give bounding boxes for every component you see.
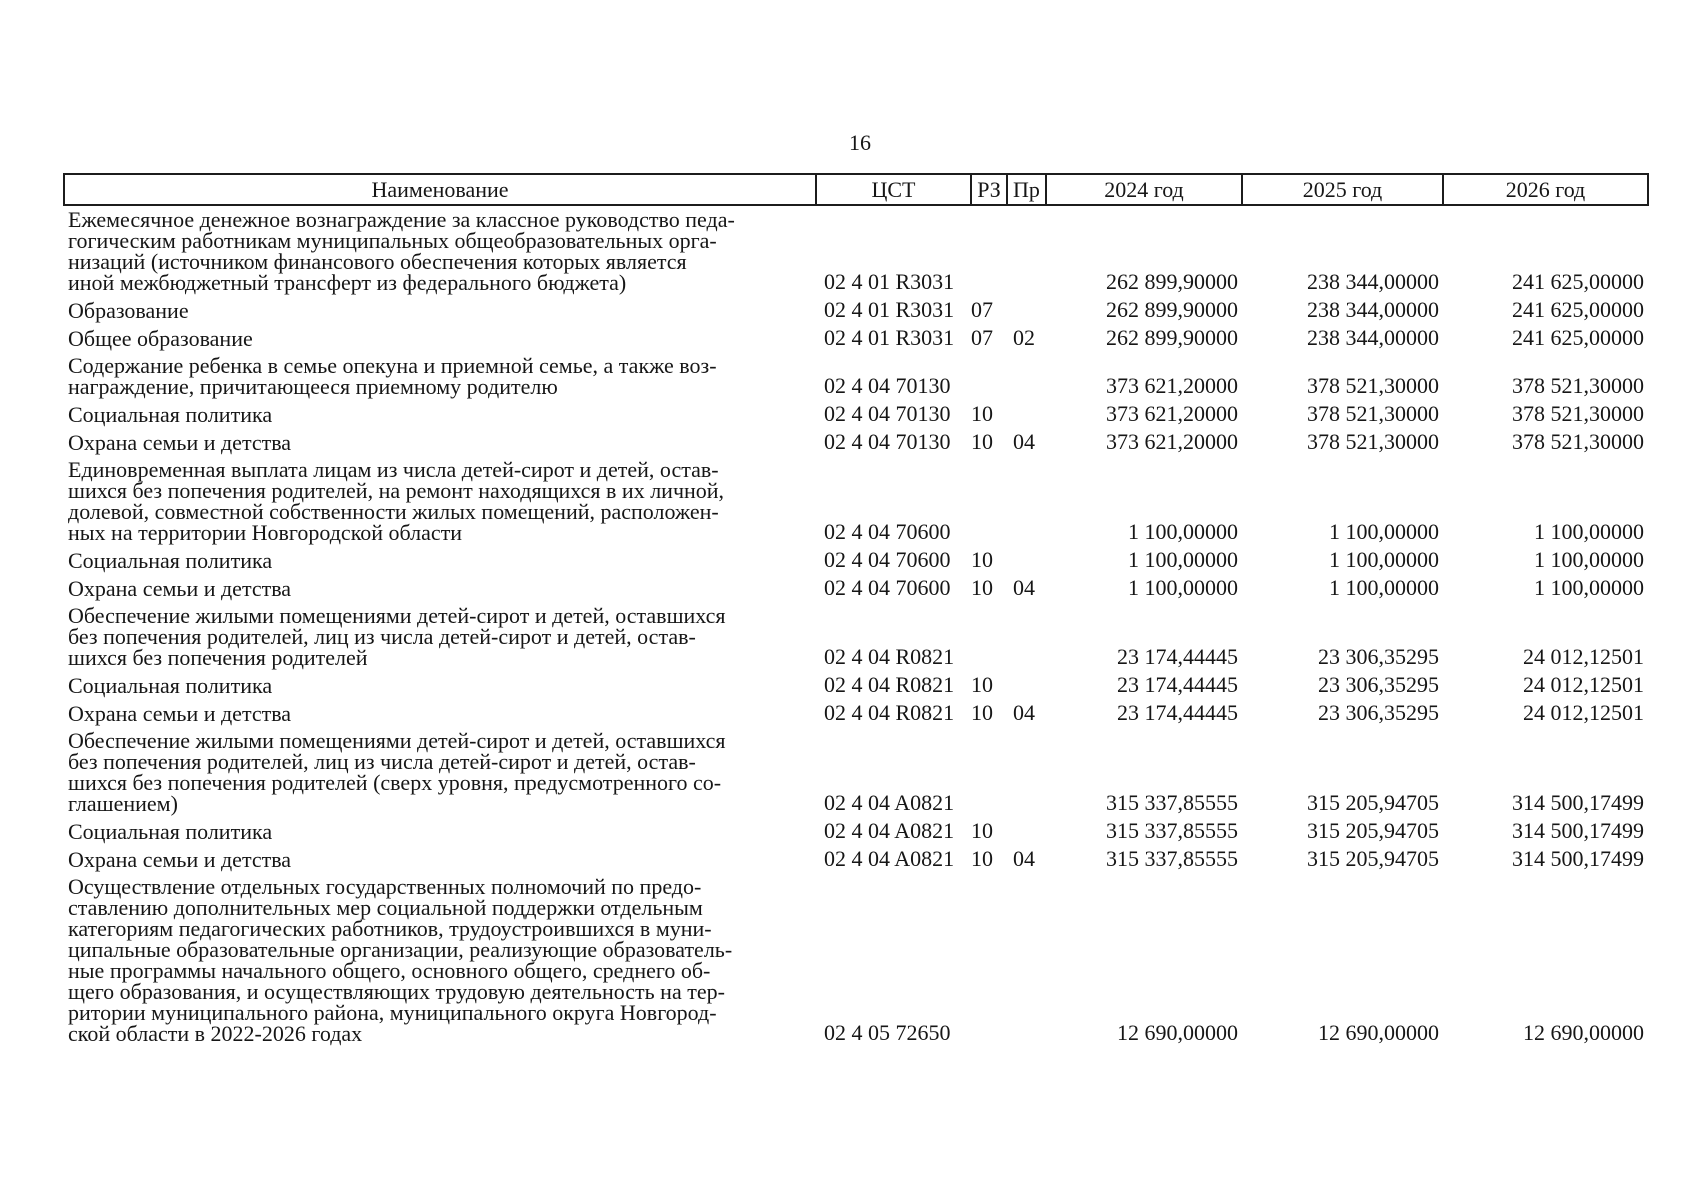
row-name (64, 699, 816, 727)
row-cst: 02 4 04 R0821 (824, 644, 955, 669)
row-cst: 02 4 04 70600 (824, 519, 951, 544)
row-name-line: без попечения родителей, лиц из числа детей-сирот и детей, остав- (68, 749, 696, 774)
row-2025: 238 344,00000 (1307, 297, 1439, 322)
row-cst: 02 4 01 R3031 (824, 325, 955, 350)
row-2025: 23 306,35295 (1318, 672, 1439, 697)
row-name-line: долевой, совместной собственности жилых помещений, расположен- (68, 499, 719, 524)
row-name-line: Единовременная выплата лицам из числа детей-сирот и детей, остав- (68, 457, 719, 482)
table-row (64, 845, 1648, 873)
budget-sheet (63, 173, 1647, 1047)
row-2024: 23 174,44445 (1117, 644, 1238, 669)
row-cst: 02 4 04 70600 (824, 547, 951, 572)
row-name (64, 324, 816, 352)
table-row (64, 546, 1648, 574)
table-row (64, 873, 1648, 1047)
row-rz: 10 (971, 846, 993, 871)
row-2025: 378 521,30000 (1307, 429, 1439, 454)
row-name-line: Обеспечение жилыми помещениями детей-сирот и детей, оставшихся (68, 728, 726, 753)
row-pr: 04 (1013, 429, 1035, 454)
row-name-line: Охрана семьи и детства (68, 430, 292, 455)
row-2024: 262 899,90000 (1106, 269, 1238, 294)
row-2024: 23 174,44445 (1117, 700, 1238, 725)
table-row (64, 352, 1648, 400)
row-2026: 378 521,30000 (1512, 401, 1644, 426)
row-name (64, 352, 816, 400)
table-row (64, 324, 1648, 352)
row-name-line: Социальная политика (68, 402, 273, 427)
row-name (64, 546, 816, 574)
row-name-line: ской области в 2022-2026 годах (68, 1021, 363, 1046)
row-name-line: ных на территории Новгородской области (68, 520, 463, 545)
row-rz: 10 (971, 429, 993, 454)
row-2025: 315 205,94705 (1307, 818, 1439, 843)
row-2024: 315 337,85555 (1106, 818, 1238, 843)
row-2026: 314 500,17499 (1512, 818, 1644, 843)
row-name-line: Образование (68, 298, 189, 323)
row-pr (1007, 817, 1046, 845)
row-2024: 373 621,20000 (1106, 429, 1238, 454)
row-cst: 02 4 01 R3031 (824, 297, 955, 322)
row-2026: 24 012,12501 (1523, 644, 1644, 669)
row-2024: 1 100,00000 (1128, 519, 1238, 544)
table-row (64, 296, 1648, 324)
row-rz: 07 (971, 325, 993, 350)
row-2024: 315 337,85555 (1106, 790, 1238, 815)
row-name-line: иной межбюджетный трансферт из федерального бюджета) (68, 270, 627, 295)
row-2024: 1 100,00000 (1128, 547, 1238, 572)
budget-table (63, 173, 1649, 1047)
table-row (64, 699, 1648, 727)
row-rz: 10 (971, 672, 993, 697)
row-2026: 314 500,17499 (1512, 846, 1644, 871)
row-pr (1007, 602, 1046, 671)
table-row (64, 428, 1648, 456)
row-name-line: Охрана семьи и детства (68, 847, 292, 872)
row-2024: 1 100,00000 (1128, 575, 1238, 600)
row-2024: 315 337,85555 (1106, 846, 1238, 871)
row-name-line: Охрана семьи и детства (68, 576, 292, 601)
row-name-line: щего образования, и осуществляющих трудовую деятельность на тер- (68, 979, 725, 1004)
row-rz: 10 (971, 700, 993, 725)
row-rz: 10 (971, 818, 993, 843)
row-2026: 1 100,00000 (1534, 519, 1644, 544)
row-name-line: ритории муниципального района, муниципального округа Новгород- (68, 1000, 717, 1025)
row-rz: 10 (971, 401, 993, 426)
row-name (64, 428, 816, 456)
row-cst: 02 4 05 72650 (824, 1020, 951, 1045)
row-2024: 373 621,20000 (1106, 401, 1238, 426)
header-rz: РЗ (971, 174, 1007, 205)
row-2025: 23 306,35295 (1318, 700, 1439, 725)
row-2026: 24 012,12501 (1523, 700, 1644, 725)
row-pr (1007, 546, 1046, 574)
row-2026: 12 690,00000 (1523, 1020, 1644, 1045)
row-rz (971, 727, 1007, 817)
row-name-line: Содержание ребенка в семье опекуна и приемной семье, а также воз- (68, 353, 717, 378)
row-name (64, 296, 816, 324)
row-name-line: ципальные образовательные организации, реализующие образователь- (68, 937, 733, 962)
row-pr: 04 (1013, 700, 1035, 725)
table-row (64, 671, 1648, 699)
row-2026: 241 625,00000 (1512, 325, 1644, 350)
row-2026: 378 521,30000 (1512, 373, 1644, 398)
row-name-line: награждение, причитающееся приемному родителю (68, 374, 558, 399)
row-2025: 315 205,94705 (1307, 790, 1439, 815)
row-name (64, 817, 816, 845)
row-2024: 12 690,00000 (1117, 1020, 1238, 1045)
row-name-line: Социальная политика (68, 548, 273, 573)
row-cst: 02 4 04 70600 (824, 575, 951, 600)
table-row (64, 205, 1648, 296)
row-2026: 1 100,00000 (1534, 547, 1644, 572)
row-2026: 1 100,00000 (1534, 575, 1644, 600)
header-pr: Пр (1007, 174, 1046, 205)
row-rz (971, 456, 1007, 546)
row-rz: 10 (971, 575, 993, 600)
row-cst: 02 4 04 70130 (824, 373, 951, 398)
row-name-line: гогическим работникам муниципальных общеобразовательных орга- (68, 228, 717, 253)
row-name (64, 845, 816, 873)
row-cst: 02 4 04 A0821 (824, 790, 955, 815)
row-name-line: ставлению дополнительных мер социальной поддержки отдельным (68, 895, 703, 920)
table-row (64, 574, 1648, 602)
row-rz (971, 873, 1007, 1047)
row-pr (1007, 205, 1046, 296)
row-name-line: Общее образование (68, 326, 253, 351)
row-name (64, 400, 816, 428)
row-name-line: Ежемесячное денежное вознаграждение за классное руководство педа- (68, 207, 735, 232)
row-2026: 241 625,00000 (1512, 297, 1644, 322)
row-2025: 238 344,00000 (1307, 269, 1439, 294)
row-pr (1007, 873, 1046, 1047)
header-2026: 2026 год (1443, 174, 1648, 205)
header-cst: ЦСТ (816, 174, 971, 205)
row-name-line: Социальная политика (68, 819, 273, 844)
row-name-line: категориям педагогических работников, трудоустроившихся в муни- (68, 916, 712, 941)
row-name (64, 671, 816, 699)
row-2026: 314 500,17499 (1512, 790, 1644, 815)
row-2025: 238 344,00000 (1307, 325, 1439, 350)
row-2026: 241 625,00000 (1512, 269, 1644, 294)
row-2024: 23 174,44445 (1117, 672, 1238, 697)
row-pr: 04 (1013, 846, 1035, 871)
row-cst: 02 4 04 R0821 (824, 672, 955, 697)
row-rz: 07 (971, 297, 993, 322)
row-name-line: шихся без попечения родителей, на ремонт находящихся в их личной, (68, 478, 725, 503)
row-name-line: Осуществление отдельных государственных полномочий по предо- (68, 874, 702, 899)
row-cst: 02 4 04 A0821 (824, 846, 955, 871)
row-cst: 02 4 04 A0821 (824, 818, 955, 843)
row-2025: 1 100,00000 (1329, 519, 1439, 544)
row-name (64, 574, 816, 602)
row-pr (1007, 296, 1046, 324)
row-rz: 10 (971, 547, 993, 572)
row-name-line: шихся без попечения родителей (68, 645, 368, 670)
row-pr (1007, 400, 1046, 428)
header-2025: 2025 год (1242, 174, 1443, 205)
row-name-line: Обеспечение жилыми помещениями детей-сирот и детей, оставшихся (68, 603, 726, 628)
row-2025: 1 100,00000 (1329, 547, 1439, 572)
row-rz (971, 205, 1007, 296)
header-name: Наименование (64, 174, 816, 205)
table-row (64, 727, 1648, 817)
row-name (64, 727, 816, 817)
row-pr: 02 (1013, 325, 1035, 350)
row-2025: 1 100,00000 (1329, 575, 1439, 600)
row-name-line: Охрана семьи и детства (68, 701, 292, 726)
row-2024: 373 621,20000 (1106, 373, 1238, 398)
row-cst: 02 4 04 R0821 (824, 700, 955, 725)
row-pr (1007, 727, 1046, 817)
row-pr (1007, 671, 1046, 699)
row-name (64, 873, 816, 1047)
page-number: 16 (849, 130, 871, 155)
row-name-line: без попечения родителей, лиц из числа детей-сирот и детей, остав- (68, 624, 696, 649)
table-row (64, 400, 1648, 428)
row-rz (971, 352, 1007, 400)
row-2024: 262 899,90000 (1106, 325, 1238, 350)
row-pr: 04 (1013, 575, 1035, 600)
row-2025: 378 521,30000 (1307, 373, 1439, 398)
table-row (64, 602, 1648, 671)
table-row (64, 456, 1648, 546)
row-name-line: ные программы начального общего, основного общего, среднего об- (68, 958, 711, 983)
row-2025: 315 205,94705 (1307, 846, 1439, 871)
row-name (64, 602, 816, 671)
row-name-line: глашением) (68, 791, 178, 816)
header-2024: 2024 год (1046, 174, 1242, 205)
row-name-line: Социальная политика (68, 673, 273, 698)
row-2026: 378 521,30000 (1512, 429, 1644, 454)
row-name (64, 456, 816, 546)
table-header-row (64, 174, 1648, 205)
row-cst: 02 4 01 R3031 (824, 269, 955, 294)
row-pr (1007, 352, 1046, 400)
row-2024: 262 899,90000 (1106, 297, 1238, 322)
row-rz (971, 602, 1007, 671)
row-pr (1007, 456, 1046, 546)
row-2025: 378 521,30000 (1307, 401, 1439, 426)
row-name (64, 205, 816, 296)
row-name-line: низаций (источником финансового обеспечения которых является (68, 249, 687, 274)
row-cst: 02 4 04 70130 (824, 401, 951, 426)
table-body (64, 205, 1648, 1047)
row-2026: 24 012,12501 (1523, 672, 1644, 697)
row-2025: 12 690,00000 (1318, 1020, 1439, 1045)
row-name-line: шихся без попечения родителей (сверх уровня, предусмотренного со- (68, 770, 722, 795)
row-2025: 23 306,35295 (1318, 644, 1439, 669)
table-row (64, 817, 1648, 845)
row-cst: 02 4 04 70130 (824, 429, 951, 454)
